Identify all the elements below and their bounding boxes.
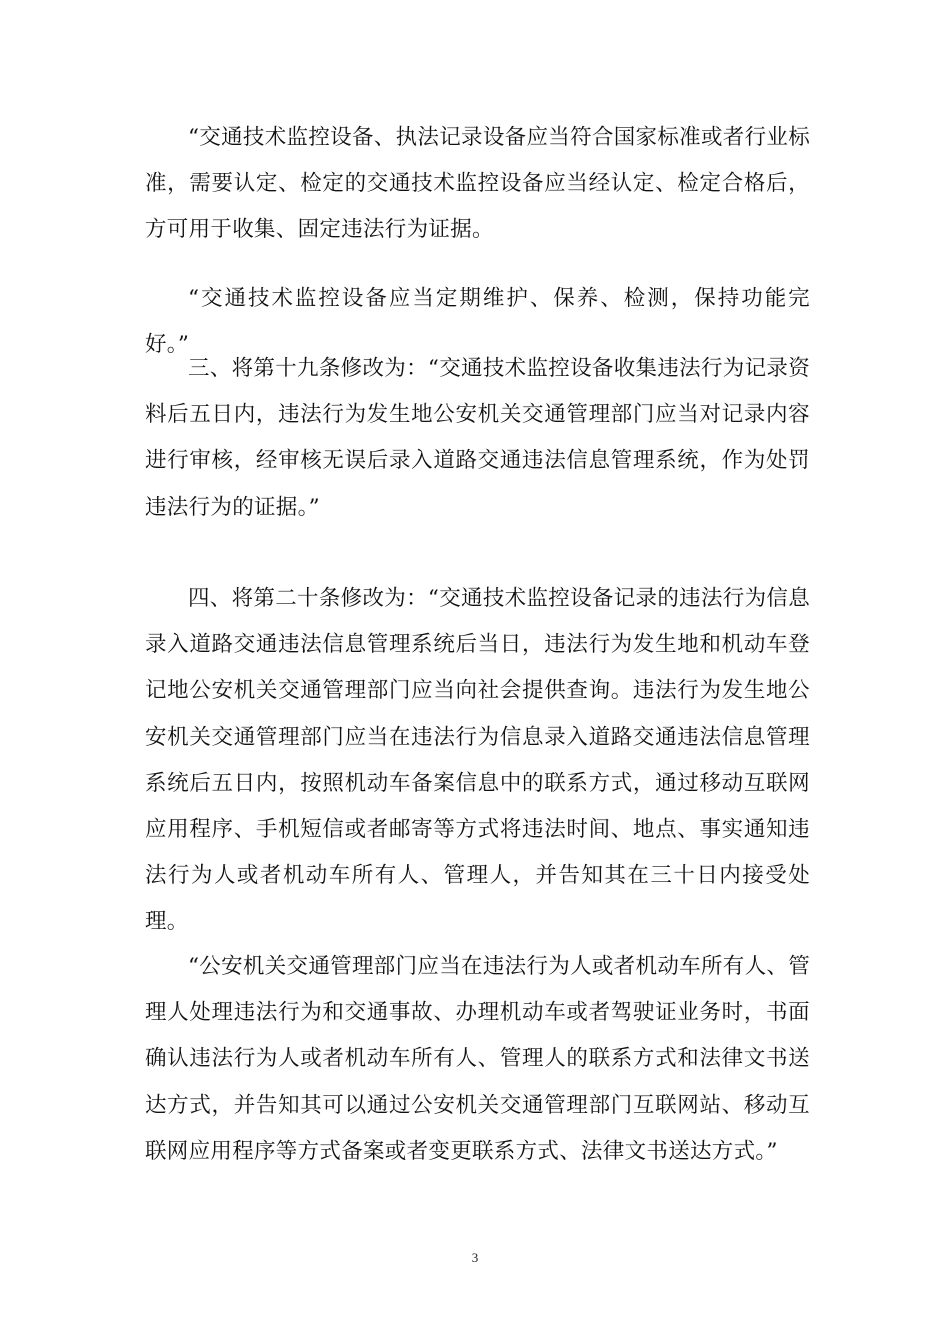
paragraph-device-maintenance: “交通技术监控设备应当定期维护、保养、检测，保持功能完好。” — [145, 286, 810, 358]
page-number: 3 — [471, 1250, 479, 1265]
paragraph-contact-confirmation: “公安机关交通管理部门应当在违法行为人或者机动车所有人、管理人处理违法行为和交通事故、办理机动车或者驾驶证业务时，书面确认违法行为人或者机动车所有人、管理人的联系方式和法律文书送达方式，并告知其可以通过公安机关交通管理部门互联网站、移动互联网应用程序等方式备案或者变更联系方式、法律文书送达方式。” — [145, 954, 810, 1164]
paragraph-article-19-amendment: 三、将第十九条修改为：“交通技术监控设备收集违法行为记录资料后五日内，违法行为发生地公安机关交通管理部门应当对记录内容进行审核，经审核无误后录入道路交通违法信息管理系统，作为处罚违法行为的证据。” — [145, 356, 810, 520]
paragraph-device-standards: “交通技术监控设备、执法记录设备应当符合国家标准或者行业标准，需要认定、检定的交通技术监控设备应当经认定、检定合格后，方可用于收集、固定违法行为证据。 — [145, 125, 810, 243]
paragraph-article-20-amendment: 四、将第二十条修改为：“交通技术监控设备记录的违法行为信息录入道路交通违法信息管理系统后当日，违法行为发生地和机动车登记地公安机关交通管理部门应当向社会提供查询。违法行为发生地公安机关交通管理部门应当在违法行为信息录入道路交通违法信息管理系统后五日内，按照机动车备案信息中的联系方式，通过移动互联网应用程序、手机短信或者邮寄等方式将违法时间、地点、事实通知违法行为人或者机动车所有人、管理人，并告知其在三十日内接受处理。 — [145, 586, 810, 935]
